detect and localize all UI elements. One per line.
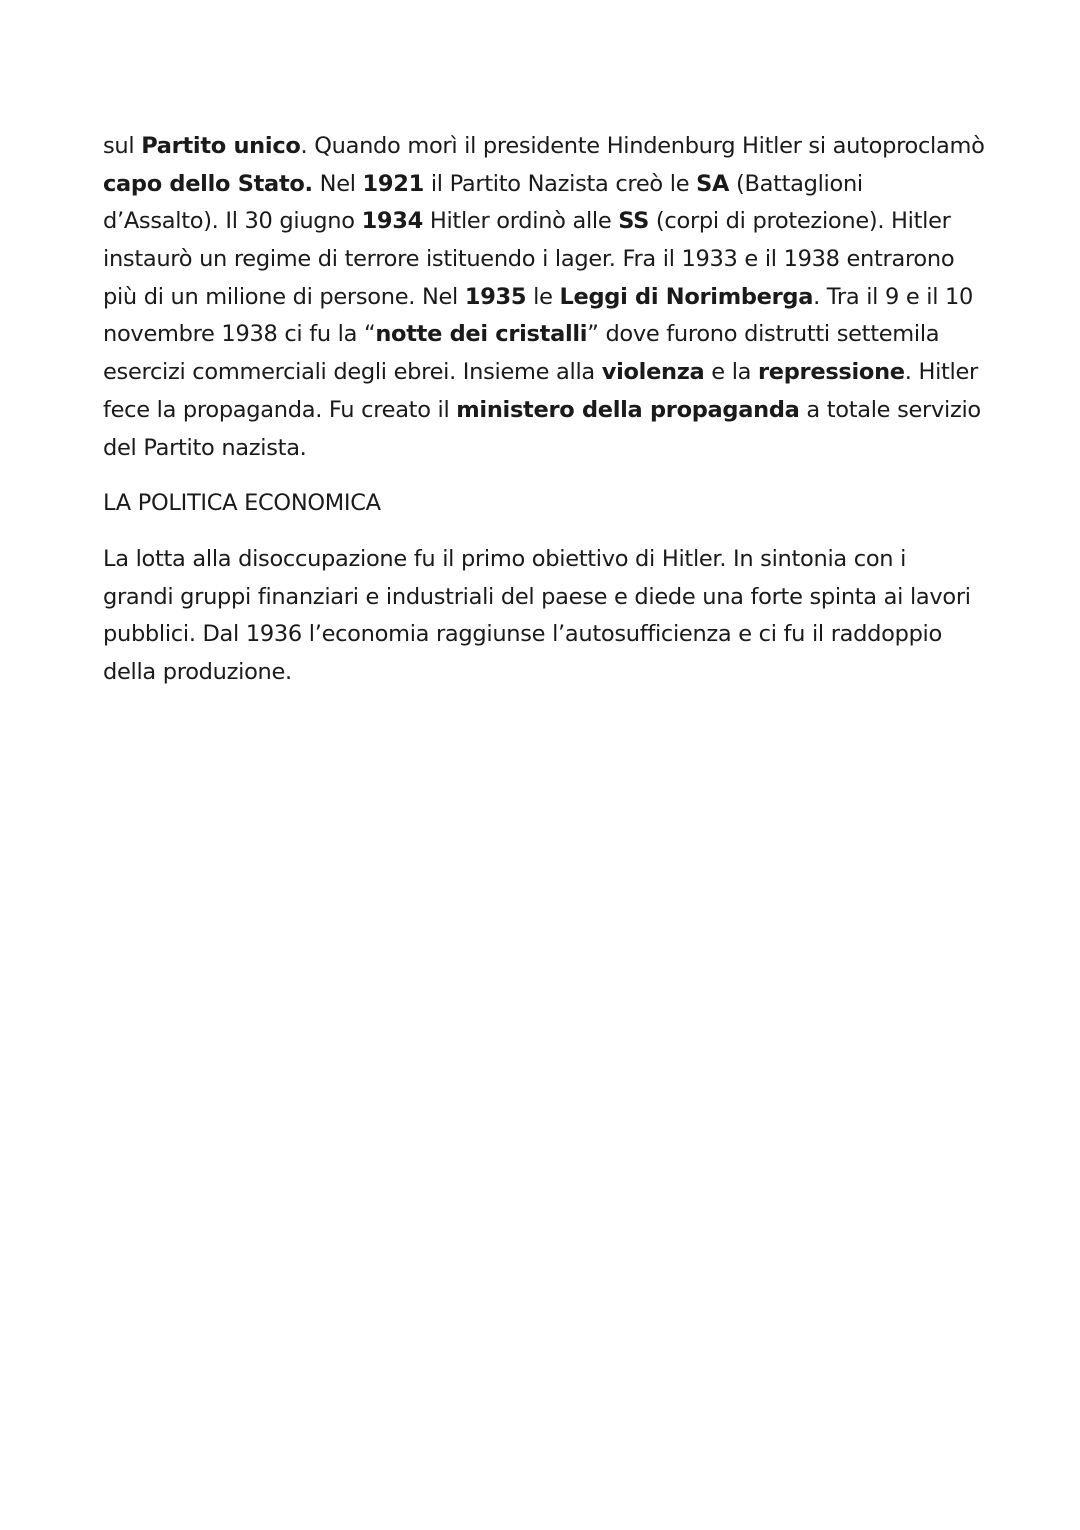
document-page [103, 128, 983, 692]
text-run: (Battaglioni [729, 170, 863, 197]
bold-run: 1935 [464, 283, 527, 310]
text-line [103, 354, 983, 392]
text-run: La lotta alla disoccupazione fu il primo obiettivo di Hitler. In sintonia con i [103, 545, 907, 572]
text-line [103, 430, 983, 468]
text-run: sul [103, 133, 142, 159]
text-run: . Tra il 9 e il 10 [813, 283, 974, 310]
text-run: il Partito Nazista creò le [423, 170, 697, 197]
text-run: Hitler ordinò alle [423, 208, 619, 235]
text-run: esercizi commerciali degli ebrei. Insieme alla [103, 359, 602, 386]
text-run: novembre 1938 ci fu la “ [103, 321, 376, 348]
text-run: più di un milione di persone. Nel [103, 283, 465, 310]
text-line [103, 203, 983, 241]
bold-run: violenza [601, 359, 705, 386]
text-line [103, 166, 983, 204]
bold-run: capo dello Stato. [103, 170, 313, 197]
text-run: instaurò un regime di terrore istituendo i lager. Fra il 1933 e il 1938 entrarono [103, 246, 955, 273]
text-line [103, 616, 983, 654]
text-line [103, 392, 983, 430]
bold-run: SA [696, 170, 730, 197]
bold-run: notte dei cristalli [375, 321, 588, 348]
paragraph-nazi-regime [103, 128, 983, 467]
paragraph-economic-policy [103, 541, 983, 692]
text-line [103, 654, 983, 692]
text-run: e la [704, 359, 758, 386]
text-run: le [526, 283, 560, 310]
text-run: ” dove furono distrutti settemila [587, 321, 940, 348]
text-run: fece la propaganda. Fu creato il [103, 396, 457, 423]
text-run: . Quando morì il presidente Hindenburg Hitler si autoproclamò [300, 133, 985, 159]
text-run: della produzione. [103, 658, 292, 685]
bold-run: Leggi di Norimberga [559, 283, 814, 310]
text-line [103, 279, 983, 317]
section-heading: LA POLITICA ECONOMICA [103, 490, 381, 517]
bold-run: SS [618, 208, 650, 235]
text-run: del Partito nazista. [103, 434, 307, 461]
bold-run: ministero della propaganda [456, 396, 800, 423]
text-line [103, 241, 983, 279]
bold-run: 1921 [362, 170, 424, 197]
text-run: (corpi di protezione). Hitler [649, 208, 951, 235]
text-run: a totale servizio [799, 396, 981, 423]
text-run: grandi gruppi finanziari e industriali del paese e diede una forte spinta ai lavori [103, 583, 971, 610]
text-run: . Hitler [904, 359, 979, 386]
text-line [103, 541, 983, 579]
text-run: pubblici. Dal 1936 l’economia raggiunse l’autosufficienza e ci fu il raddoppio [103, 621, 942, 648]
bold-run: repressione [758, 359, 905, 386]
bold-run: 1934 [361, 208, 423, 235]
text-run: d’Assalto). Il 30 giugno [103, 208, 362, 235]
text-run: Nel [312, 170, 363, 197]
text-line [103, 316, 983, 354]
text-line [103, 579, 983, 617]
bold-run: Partito unico [141, 133, 301, 159]
text-line [103, 128, 983, 166]
